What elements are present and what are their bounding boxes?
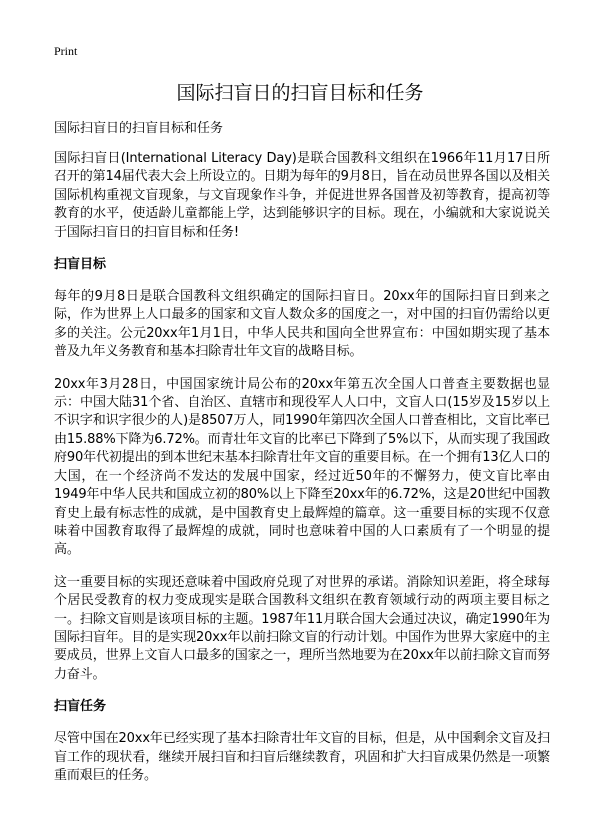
page-title: 国际扫盲日的扫盲目标和任务	[176, 82, 424, 104]
article-subtitle: 国际扫盲日的扫盲目标和任务	[54, 121, 224, 136]
section-heading-goals: 扫盲目标	[54, 257, 107, 273]
intro-paragraph: 国际扫盲日(International Literacy Day)是联合国教科文组织在1966年11月17日所召开的第14届代表大会上所设立的。日期为每年的9月8日，旨在动员世界各国以及相关国际机构重视文盲现象，与文盲现象作斗争，并促进世界各国普及初等教育，提高初等教育的水平，使适龄儿童都能上学，达到能够识字的目标。现在，小编就和大家说说关于国际扫盲日的扫盲目标和任务!	[54, 151, 550, 240]
goals-paragraph-1: 每年的9月8日是联合国教科文组织确定的国际扫盲日。20xx年的国际扫盲日到来之际，作为世界上人口最多的国家和文盲人数众多的国度之一，对中国的扫盲仍需给以更多的关注。公元20xx年1月1日，中华人民共和国向全世界宣布：中国如期实现了基本普及九年义务教育和基本扫除青壮年文盲的战略目标。	[54, 289, 550, 360]
tasks-paragraph-1: 尽管中国在20xx年已经实现了基本扫除青壮年文盲的目标，但是，从中国剩余文盲及扫盲工作的现状看，继续开展扫盲和扫盲后继续教育，巩固和扩大扫盲成果仍然是一项繁重而艰巨的任务。	[54, 731, 550, 783]
print-link[interactable]: Print	[54, 44, 78, 58]
goals-paragraph-3: 这一重要目标的实现还意味着中国政府兑现了对世界的承诺。消除知识差距，将全球每个居民受教育的权力变成现实是联合国教科文组织在教育领域行动的两项主要目标之一。扫除文盲则是该项目标的主题。1987年11月联合国大会通过决议，确定1990年为国际扫盲年。目的是实现20xx年以前扫除文盲的行动计划。中国作为世界大家庭中的主要成员，世界上文盲人口最多的国家之一，理所当然地要为在20xx年以前扫除文盲而努力奋斗。	[54, 574, 550, 682]
goals-paragraph-2: 20xx年3月28日，中国国家统计局公布的20xx年第五次全国人口普查主要数据也显示：中国大陆31个省、自治区、直辖市和现役军人人口中，文盲人口(15岁及15岁以上不识字和识字很少的人)是8507万人，同1990年第四次全国人口普查相比，文盲比率已由15.88%下降为6.72%。而青壮年文盲的比率已下降到了5%以下，从而实现了我国政府90年代初提出的到本世纪末基本扫除青壮年文盲的重要目标。在一个拥有13亿人口的大国，在一个经济尚不发达的发展中国家，经过近50年的不懈努力，使文盲比率由1949年中华人民共和国成立初的80%以上下降至20xx年的6.72%，这是20世纪中国教育史上最有标志性的成就，是中国教育史上最辉煌的篇章。这一重要目标的实现不仅意味着中国教育取得了最辉煌的成就，同时也意味着中国的人口素质有了一个明显的提高。	[54, 376, 550, 558]
article-body	[54, 120, 550, 799]
section-heading-tasks: 扫盲任务	[54, 699, 107, 715]
